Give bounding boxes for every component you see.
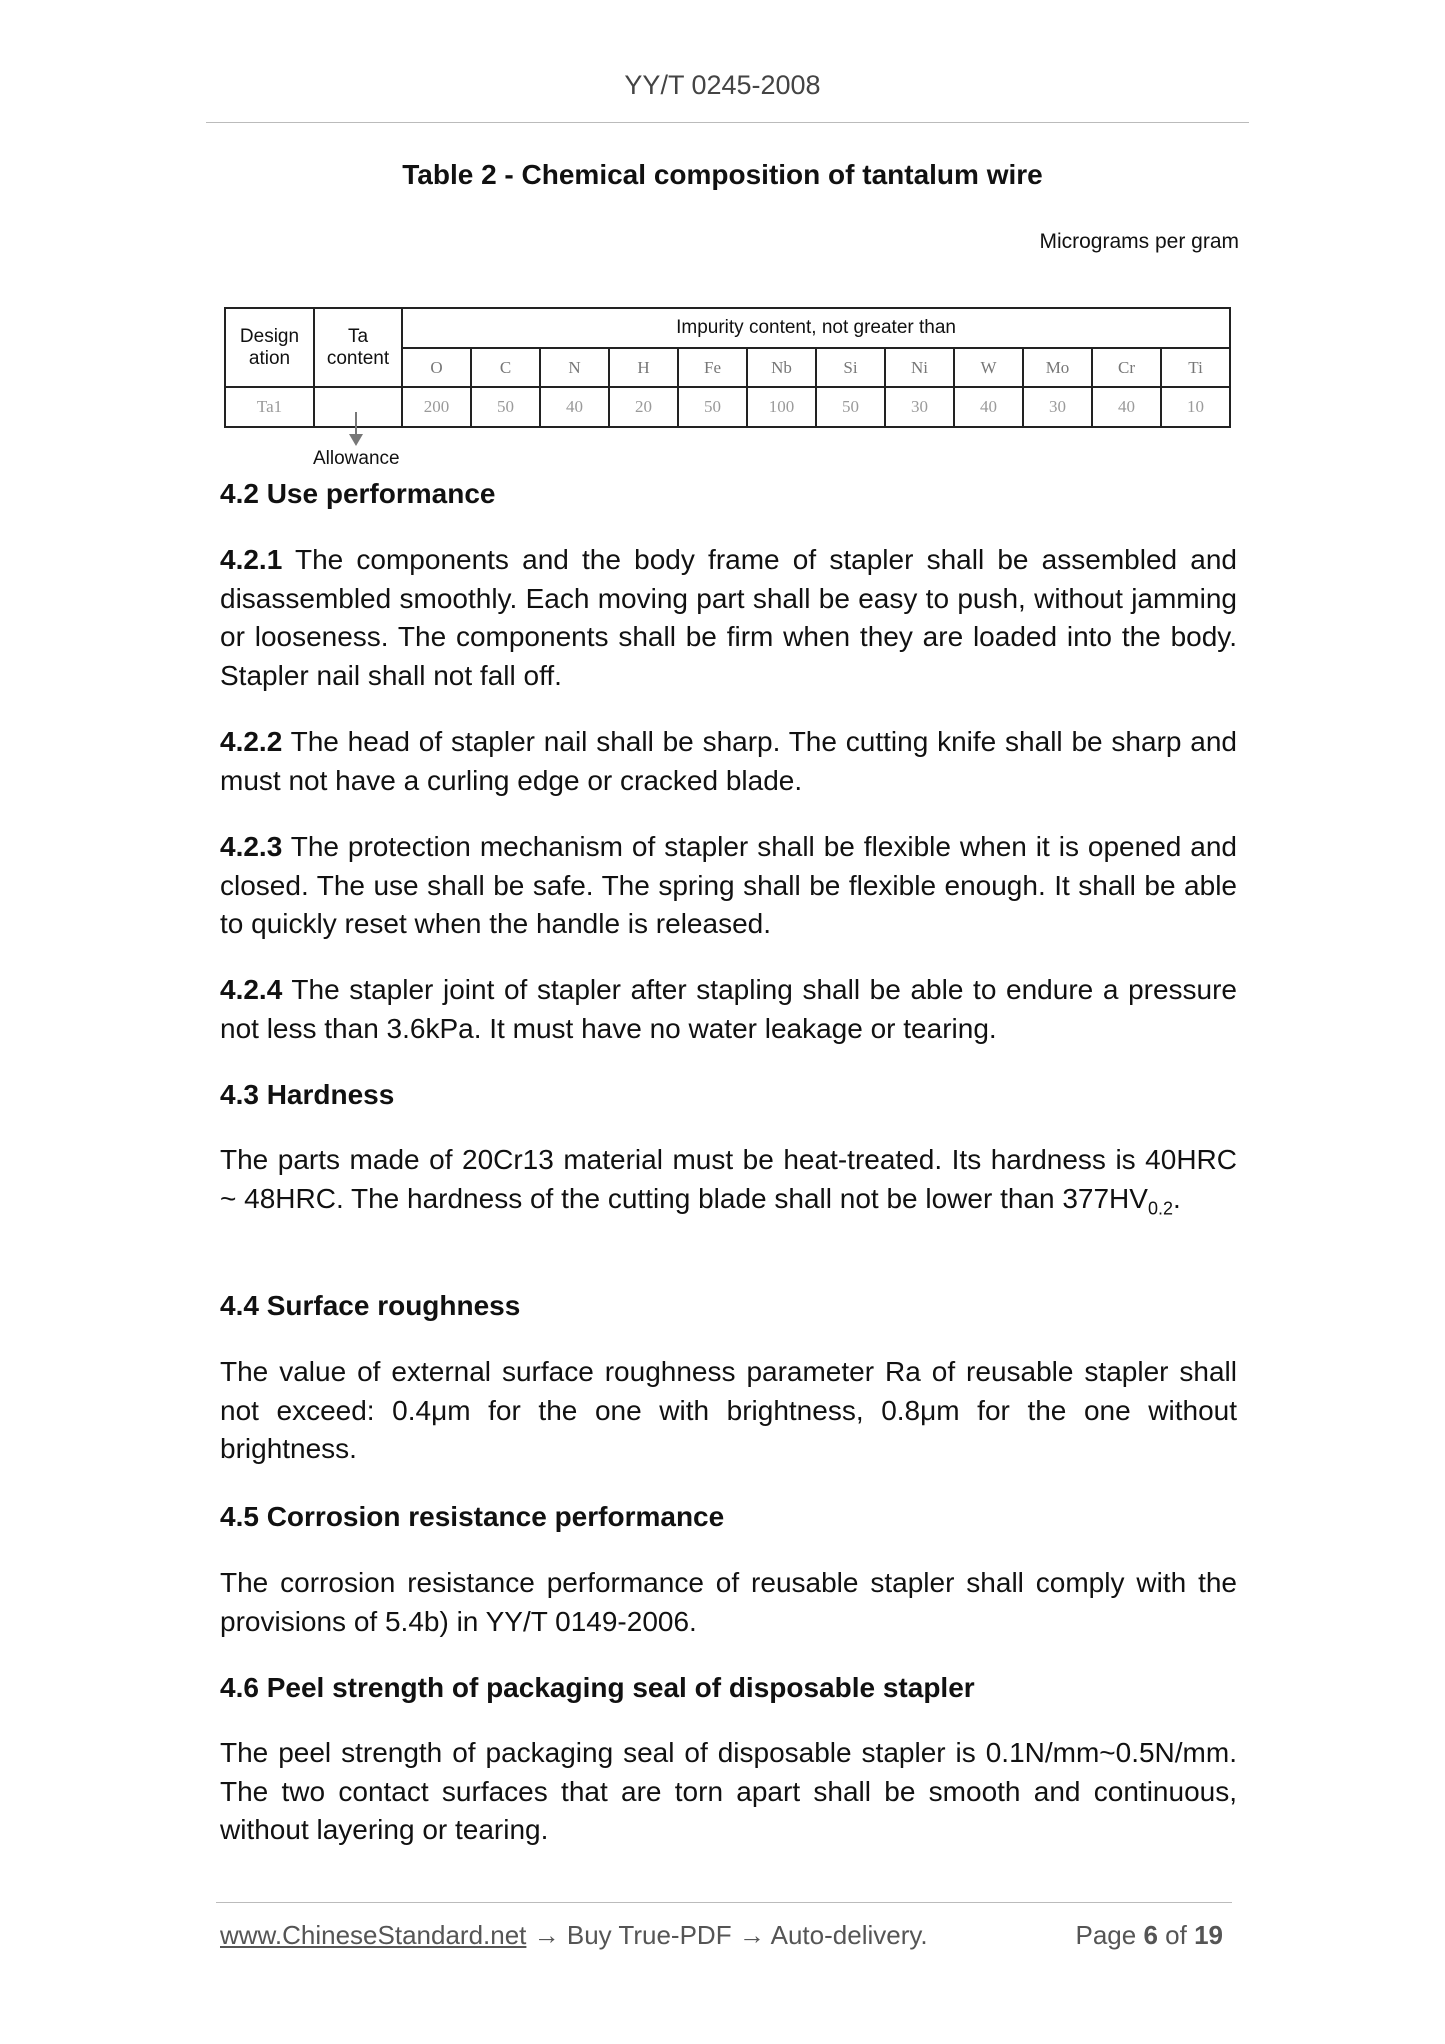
clause-text: The head of stapler nail shall be sharp. The cutting knife shall be sharp and must not have a curling edge or cracked blade. xyxy=(220,726,1237,796)
clause-text: The stapler joint of stapler after stapling shall be able to endure a pressure not less than 3.6kPa. It must have no water leakage or tearing. xyxy=(220,974,1237,1044)
cell-h: 20 xyxy=(609,387,678,427)
element-header-ti: Ti xyxy=(1161,348,1230,387)
cell-fe: 50 xyxy=(678,387,747,427)
arrow-right-icon: → xyxy=(533,1920,560,1950)
clause-number: 4.2.2 xyxy=(220,726,283,757)
header-designation: Design ation xyxy=(225,308,314,387)
chemical-composition-table xyxy=(224,307,1231,428)
paragraph-4-2-4 xyxy=(220,971,1237,1048)
total-pages-number: 19 xyxy=(1194,1920,1223,1950)
footer-divider xyxy=(216,1902,1232,1903)
allowance-note: Allowance xyxy=(313,448,400,469)
table-row xyxy=(225,387,1230,427)
cell-designation: Ta1 xyxy=(225,387,314,427)
website-link[interactable]: www.ChineseStandard.net xyxy=(220,1920,527,1950)
clause-number: 4.2.3 xyxy=(220,831,283,862)
delivery-text: Auto-delivery. xyxy=(770,1920,928,1950)
cell-o: 200 xyxy=(402,387,471,427)
hardness-subscript: 0.2 xyxy=(1147,1198,1173,1219)
element-header-mo: Mo xyxy=(1023,348,1092,387)
heading-4-3: 4.3 Hardness xyxy=(220,1079,395,1110)
cell-mo: 30 xyxy=(1023,387,1092,427)
clause-number: 4.2.1 xyxy=(220,544,283,575)
header-impurity: Impurity content, not greater than xyxy=(402,308,1230,348)
element-header-o: O xyxy=(402,348,471,387)
page-label: Page xyxy=(1075,1920,1137,1950)
arrow-right-icon: → xyxy=(738,1920,765,1950)
paragraph-4-4: The value of external surface roughness parameter Ra of reusable stapler shall not exceed: 0.4μm for the one with brightness, 0.8μm for the one without brightness. xyxy=(220,1356,1237,1464)
cell-c: 50 xyxy=(471,387,540,427)
paragraph-4-6: The peel strength of packaging seal of disposable stapler is 0.1N/mm~0.5N/mm. The two contact surfaces that are torn apart shall be smooth and continuous, without layering or tearing. xyxy=(220,1737,1237,1845)
down-arrow-icon xyxy=(346,412,366,448)
clause-number: 4.2.4 xyxy=(220,974,283,1005)
hardness-text: The parts made of 20Cr13 material must be heat-treated. Its hardness is 40HRC ~ 48HRC. The hardness of the cutting blade shall not be lower than 377HV xyxy=(220,1144,1237,1214)
heading-4-6: 4.6 Peel strength of packaging seal of disposable stapler xyxy=(220,1672,975,1703)
cell-ti: 10 xyxy=(1161,387,1230,427)
cell-nb: 100 xyxy=(747,387,816,427)
element-header-w: W xyxy=(954,348,1023,387)
paragraph-4-2-1 xyxy=(220,541,1237,695)
paragraph-4-5: The corrosion resistance performance of reusable stapler shall comply with the provisions of 5.4b) in YY/T 0149-2006. xyxy=(220,1567,1237,1637)
current-page-number: 6 xyxy=(1143,1920,1158,1950)
heading-4-2: 4.2 Use performance xyxy=(220,478,496,509)
paragraph-4-2-3 xyxy=(220,828,1237,944)
element-header-n: N xyxy=(540,348,609,387)
footer-promo xyxy=(220,1920,928,1951)
of-label: of xyxy=(1165,1920,1187,1950)
header-ta-content: Ta content xyxy=(314,308,402,387)
element-header-fe: Fe xyxy=(678,348,747,387)
paragraph-4-2-2 xyxy=(220,723,1237,800)
header-divider xyxy=(206,122,1249,123)
document-id-header: YY/T 0245-2008 xyxy=(624,70,821,100)
clause-text: The protection mechanism of stapler shall be flexible when it is opened and closed. The use shall be safe. The spring shall be flexible enough. It shall be able to quickly reset when the handle is released. xyxy=(220,831,1237,939)
element-header-si: Si xyxy=(816,348,885,387)
element-header-cr: Cr xyxy=(1092,348,1161,387)
clause-text: The components and the body frame of stapler shall be assembled and disassembled smoothly. Each moving part shall be easy to push, without jamming or looseness. The components shall be firm when they are loaded into the body. Stapler nail shall not fall off. xyxy=(220,544,1237,691)
hardness-text-end: . xyxy=(1172,1182,1181,1214)
element-header-nb: Nb xyxy=(747,348,816,387)
heading-4-5: 4.5 Corrosion resistance performance xyxy=(220,1501,725,1532)
buy-text: Buy True-PDF xyxy=(566,1920,732,1950)
table-units: Micrograms per gram xyxy=(1039,230,1239,253)
element-header-c: C xyxy=(471,348,540,387)
cell-ni: 30 xyxy=(885,387,954,427)
element-header-h: H xyxy=(609,348,678,387)
page-indicator xyxy=(1075,1920,1223,1951)
table-title: Table 2 - Chemical composition of tantalum wire xyxy=(402,159,1043,190)
cell-w: 40 xyxy=(954,387,1023,427)
cell-n: 40 xyxy=(540,387,609,427)
heading-4-4: 4.4 Surface roughness xyxy=(220,1290,521,1321)
paragraph-4-3 xyxy=(220,1141,1237,1228)
element-header-ni: Ni xyxy=(885,348,954,387)
cell-cr: 40 xyxy=(1092,387,1161,427)
cell-si: 50 xyxy=(816,387,885,427)
